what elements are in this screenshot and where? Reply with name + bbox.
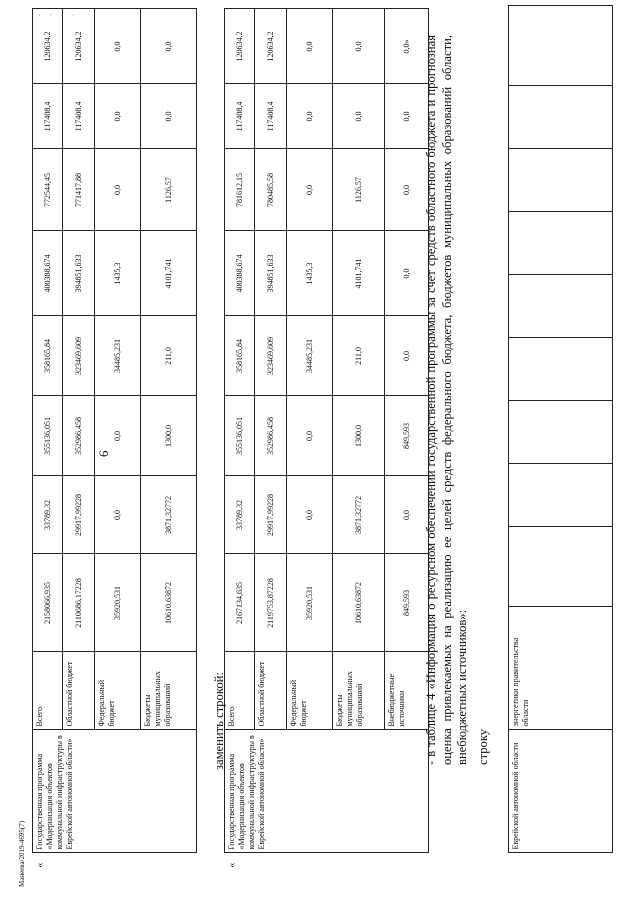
open-quote: « [34,862,46,868]
word-row: строку [476,728,490,765]
fragment-cell-region: Еврейской автономной области [509,730,613,853]
table-row: Федеральный бюджет 35920,531 0,0 0,0 34485,231 1435,3 0,0 0,0 0,0 [95,9,141,877]
scan-noise: · · · · [38,10,78,20]
table-row: Внебюджетные источники 849,593 0,0 849,593 0,0 0,0 0,0 0,0 0,0» [385,9,429,877]
page-number: 6 [96,450,111,457]
open-quote: « [226,862,238,868]
replace-label: заменить строкой: [212,672,226,770]
table-row: Бюджеты муниципальных образований 10610,63872 3871,32772 1300,0 211,0 4101,741 1126,57 0,0 0,0 [333,9,385,877]
table-new-row [32,9,197,878]
program-name-cell: Государственная программа «Модернизация объектов коммунальной инфраструктуры в Еврейской автономной области» [225,730,429,853]
document-stamp: Манеева/2019-4695(7) [18,820,26,887]
table-old-row [224,9,429,878]
table-row: Федеральный бюджет 35920,531 0,0 0,0 34485,231 1435,3 0,0 0,0 0,0 [287,9,333,877]
fragment-cell-authority: энергетики правительства области [509,607,613,730]
program-name-cell: Государственная программа «Модернизация объектов коммунальной инфраструктуры в Еврейской автономной области» [33,730,197,853]
table-row: « Государственная программа «Модернизация объектов коммунальной инфраструктуры в Еврейской автономной области» Всего 2167134,635 33789,32 355136,051 358165,84 400388,674 781612,15 117408,4 120634,2 [225,9,255,877]
table-row: Областной бюджет 2119753,87228 29917,99228 352986,458 323469,609 394851,633 780485,58 117408,4 120634,2 [255,9,287,877]
table-row: « Государственная программа «Модернизация объектов коммунальной инфраструктуры в Еврейской автономной области» Всего 2158066,935 33789,32 355136,051 358165,84 400388,674 772544,45 117408,4 120634,2 [33,9,63,877]
table-fragment-top [508,6,613,878]
amendment-paragraph: - в таблице 4 «Информация о ресурсном обеспечении государственной программы за счет средств областного бюджета и прогнозная оценка привлекаемых на реализацию ее целей средств федерального бюджета, бюджетов муниципальных образований области, внебюджетных источников»: [424,35,469,765]
table-row: Бюджеты муниципальных образований 10610,63872 3871,32772 1300,0 211,0 4101,741 1126,57 0,0 0,0 [141,9,197,877]
table-row: Областной бюджет 2110686,17228 29917,99228 352986,458 323469,609 394851,633 771417,88 117408,4 120634,2 [63,9,95,877]
